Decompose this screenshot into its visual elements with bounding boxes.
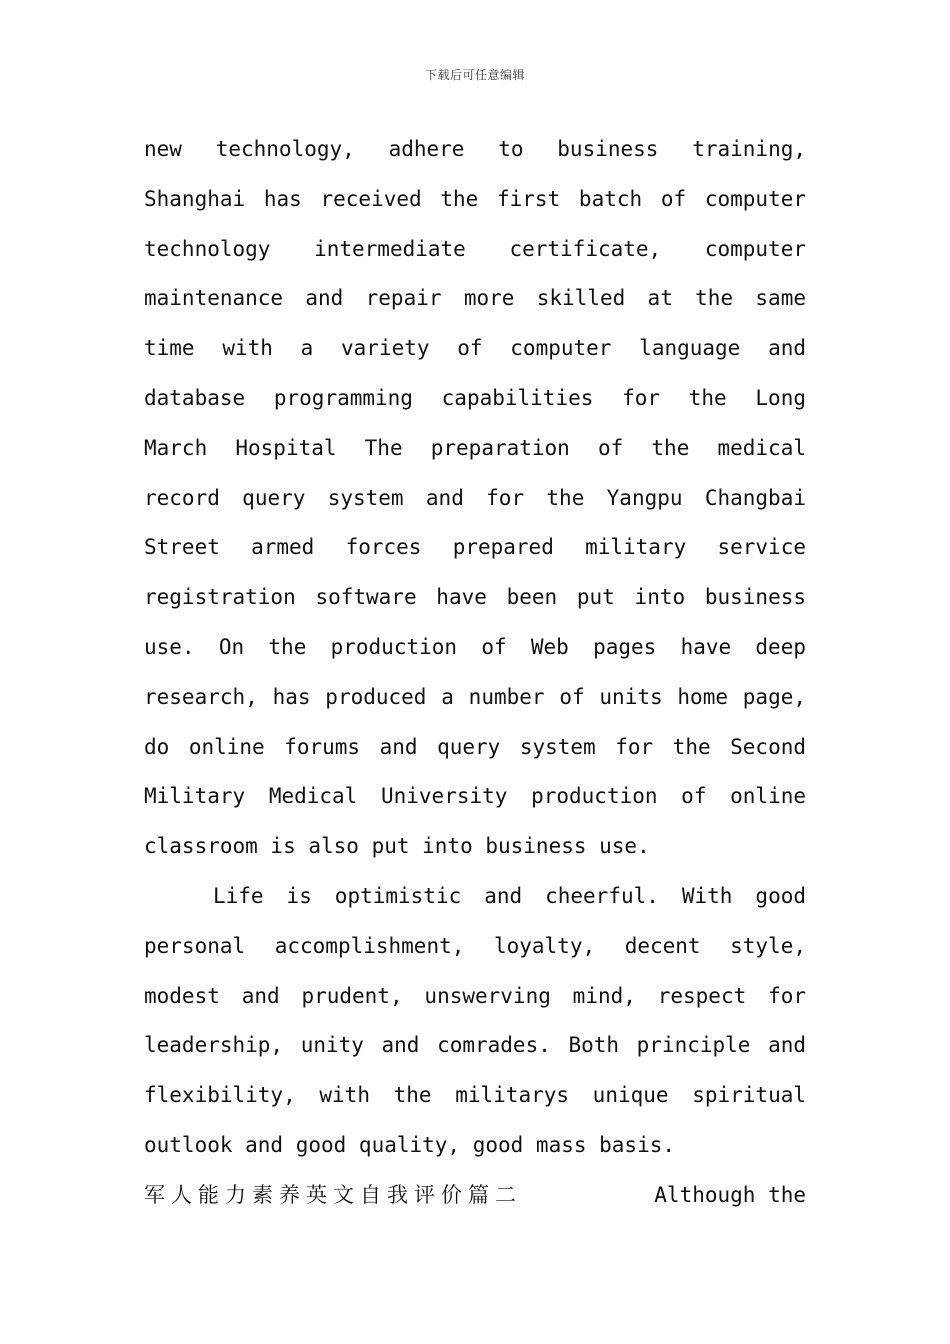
text-line: leadership, unity and comrades. Both principle and (144, 1033, 806, 1058)
text-line: time with a variety of computer language and (144, 336, 806, 361)
text-line: flexibility, with the militarys unique spiritual (144, 1083, 806, 1108)
paragraph-1 (144, 125, 806, 872)
page-header-note: 下载后可任意编辑 (424, 68, 525, 82)
section-heading: 军人能力素养英文自我评价篇二 (144, 1182, 522, 1207)
text-line: Shanghai has received the first batch of computer (144, 186, 806, 211)
text-line: personal accomplishment, loyalty, decent style, (144, 933, 806, 958)
text-line: record query system and for the Yangpu Changbai (144, 485, 806, 510)
text-line: research, has produced a number of units home page, (144, 684, 806, 709)
text-line: maintenance and repair more skilled at the same (144, 286, 806, 311)
text-line: database programming capabilities for the Long (144, 385, 806, 410)
text-line: registration software have been put into business (144, 585, 806, 610)
text-line: Military Medical University production of online (144, 784, 806, 809)
text-line: use. On the production of Web pages have deep (144, 634, 806, 659)
text-line: classroom is also put into business use. (144, 834, 650, 859)
section-lead-text: Although the (654, 1182, 806, 1207)
text-line: new technology, adhere to business training, (144, 137, 806, 161)
text-line: modest and prudent, unswerving mind, respect for (144, 983, 806, 1008)
paragraph-2 (144, 872, 806, 1171)
text-line: technology intermediate certificate, computer (144, 236, 806, 261)
document-body (144, 125, 806, 1221)
section-heading-line (144, 1171, 806, 1221)
text-line: Street armed forces prepared military service (144, 535, 806, 560)
text-line: March Hospital The preparation of the medical (144, 435, 806, 460)
text-line: outlook and good quality, good mass basis. (144, 1132, 676, 1157)
text-line: Life is optimistic and cheerful. With good (213, 883, 806, 908)
text-line: do online forums and query system for the Second (144, 734, 806, 759)
